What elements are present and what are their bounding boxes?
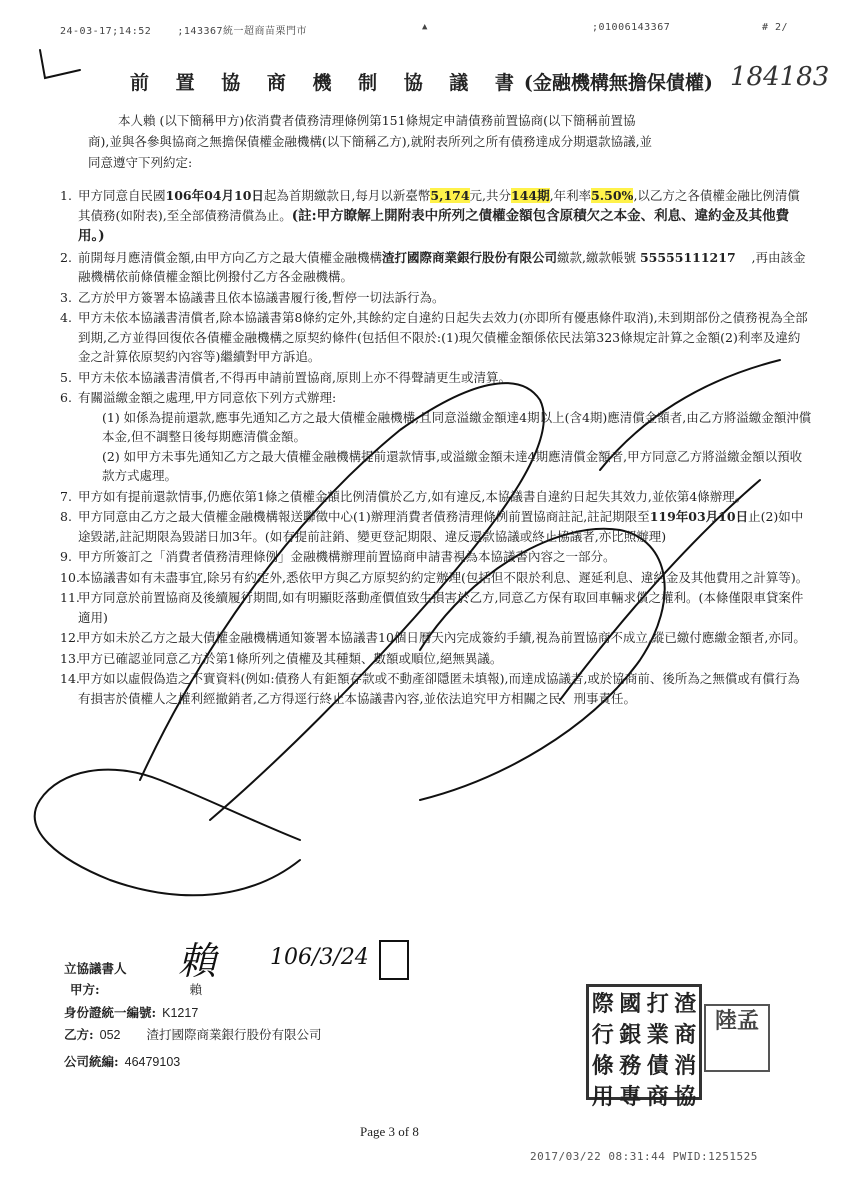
period-count: 144期 [511, 188, 550, 203]
intro-paragraph: 本人賴 (以下簡稱甲方)依消費者債務清理條例第151條規定申請債務前置協商(以下簡稱前置協 商),並與各參與協商之無擔保債權金融機構(以下簡稱乙方),就附表所列之所有債務達成分期還款協議,並 同意遵守下列約定: [88, 113, 653, 170]
signature-title: 立協議書人 [64, 961, 127, 976]
fax-print-stamp: 2017/03/22 08:31:44 PWID:1251525 [530, 1150, 758, 1163]
clause-8: 8. 甲方同意由乙方之最大債權金融機構報送聯徵中心(1)辦理消費者債務清理條例前置協商註記,註記期限至119年03月10日止(2)如中途毀諾,註記期限為毀諾日加3年。(如有提前註銷、變更登記期限、違反還款協議或終止協議者,亦比照辦理) [60, 509, 804, 544]
clause-1: 1. 甲方同意自民國106年04月10日起為首期繳款日,每月以新臺幣5,174元,共分144期,年利率5.50%,以乙方之各債權金融比例清償其債務(如附表),至全部債務清償為止。(註:甲方瞭解上開附表中所列之債權金額包含原積欠之本金、利息、違約金及其他費用。) [60, 188, 800, 244]
party-a-row: 甲方: 賴 [70, 982, 203, 997]
tax-id-row: 公司統編: 46479103 [64, 1054, 181, 1069]
clause-9: 9. 甲方所簽訂之「消費者債務清理條例」金融機構辦理前置協商申請書視為本協議書內容之一部分。 [60, 549, 616, 564]
fax-header-number: ;01006143367 [592, 22, 671, 33]
fax-header-page: # 2/ [762, 22, 789, 33]
handwritten-signature: 賴 [178, 939, 217, 983]
clause-6-sub-1: (1) 如係為提前還款,應事先通知乙方之最大債權金融機構,且同意溢繳金額達4期以上(含4期)應清償金額者,由乙方將溢繳金額沖償本金,但不調整日後每期應清償金額。 [102, 409, 812, 444]
page-title: 前 置 協 商 機 制 協 議 書(金融機構無擔保債權) [130, 72, 713, 94]
fax-header-timestamp: 24-03-17;14:52 ;143367統一超商苗栗門市 [60, 26, 308, 37]
clause-13: 13. 甲方已確認並同意乙方於第1條所列之債權及其種類、數額或順位,絕無異議。 [60, 650, 503, 666]
clause-12: 12. 甲方如未於乙方之最大債權金融機構通知簽署本協議書10個日曆天內完成簽約手續,視為前置協商不成立,縱已繳付應繳金額者,亦同。 [60, 630, 806, 645]
clause-4: 4. 甲方未依本協議書清償者,除本協議書第8條約定外,其餘約定自違約日起失去效力(亦即所有優惠條件取消),未到期部份之債務視為全部到期,乙方並得回復依各債權金融機構之原契約條件(包括但不限於:(1)現欠債權金額係依民法第323條規定計算之金額(2)利率及違約金之計算依原契約內容等)繼續對甲方訴追。 [60, 310, 808, 364]
clause-11: 11. 甲方同意於前置協商及後續履行期間,如有明顯貶落動產價值致生損害於乙方,同意乙方保有取回車輛求償之權利。(本條僅限車貸案件適用) [60, 590, 804, 625]
clause-6-sub-2: (2) 如甲方未事先通知乙方之最大債權金融機構提前還款情事,或溢繳金額未達4期應清償金額者,甲方同意乙方將溢繳金額以預收款方式處理。 [102, 448, 803, 483]
clause-3: 3. 乙方於甲方簽署本協議書且依本協議書履行後,暫停一切法訴行為。 [60, 289, 445, 305]
monthly-amount: 5,174 [430, 188, 470, 203]
signature-box [379, 940, 409, 980]
handwritten-date: 106/3/24 [270, 945, 369, 970]
page-number: Page 3 of 8 [360, 1124, 419, 1139]
account-number: 55555111217 [639, 249, 736, 265]
clause-6: 6. 有關溢繳金額之處理,甲方同意依下列方式辦理: (1) 如係為提前還款,應事先通知乙方之最大債權金融機構,且同意溢繳金額達4期以上(含4期)應清償金額者,由乙方將溢繳金額沖償本金,但不調整日後每期應清償金額。 (2) 如甲方未事先通知乙方之最大債權金融機構提前還款情事,或溢繳金額未達4期應清償金額者,甲方同意乙方將溢繳金額以預收款方式處理。 [64, 388, 812, 486]
page-subtitle: (金融機構無擔保債權) [523, 72, 713, 94]
party-b-row: 乙方: 052 渣打國際商業銀行股份有限公司 [64, 1027, 322, 1042]
clause-5: 5. 甲方未依本協議書清償者,不得再申請前置協商,原則上亦不得聲請更生或清算。 [60, 369, 511, 385]
id-number-row: 身份證統一編號: K1217 [64, 1005, 199, 1020]
clause-10: 10. 本協議書如有未盡事宜,除另有約定外,悉依甲方與乙方原契約約定辦理(包括但不限於利息、遲延利息、違約金及其他費用之計算等)。 [60, 569, 809, 585]
company-seal: 渣 商 消 協 打 業 債 商 國 銀 務 專 際 行 條 用 [586, 984, 702, 1100]
clause-1-note: (註:甲方瞭解上開附表中所列之債權金額包含原積欠之本金、利息、違約金及其他費用。) [78, 207, 790, 244]
clause-2: 2. 前開每月應清償金額,由甲方向乙方之最大債權金融機構渣打國際商業銀行股份有限公司繳款,繳款帳號 55555111217 ,再由該金融機構依前條債權金額比例撥付乙方各金融機構。 [60, 249, 806, 284]
clause-list [60, 186, 812, 709]
clause-14: 14. 甲方如以虛假偽造之不實資料(例如:債務人有鉅額存款或不動產卻隱匿未填報),而達成協議者,或於協商前、後所為之無償或有償行為有損害於債權人之權利經撤銷者,乙方得逕行終止本協議書內容,並依法追究甲方相關之民、刑事責任。 [60, 671, 800, 706]
bank-name: 渣打國際商業銀行股份有限公司 [381, 249, 557, 265]
interest-rate: 5.50% [591, 188, 634, 203]
personal-seal: 陸孟 [704, 1004, 770, 1072]
clause-7: 7. 甲方如有提前還款情事,仍應依第1條之債權金額比例清償於乙方,如有違反,本協議書自違約日起失其效力,並依第4條辦理。 [60, 488, 748, 504]
handwritten-number: 184183 [730, 62, 830, 92]
fax-header-mark: ▲ [422, 22, 428, 32]
